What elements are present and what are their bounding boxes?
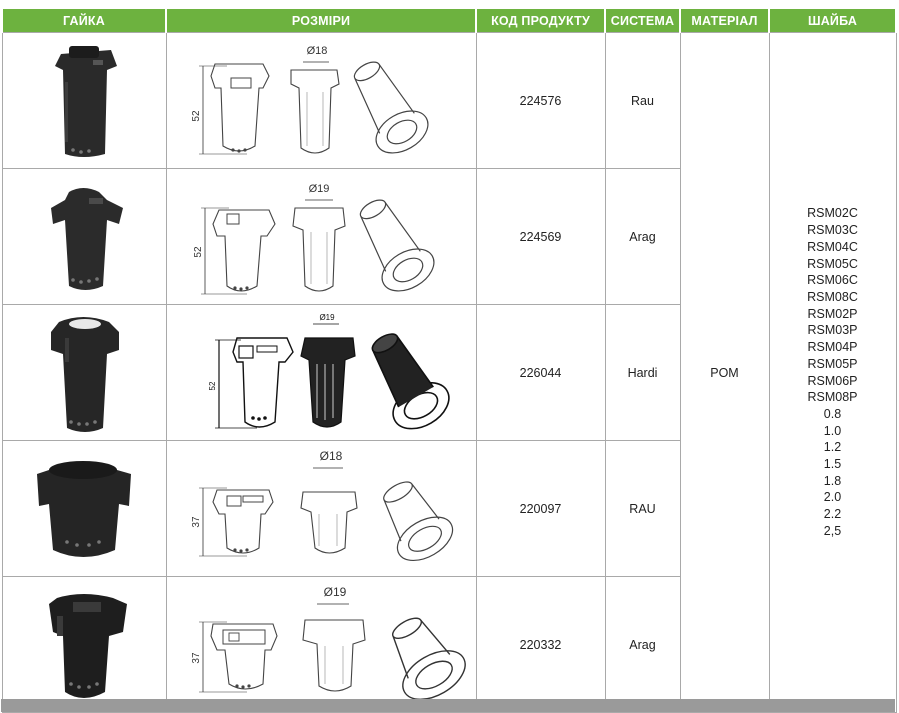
- washer-item: RSM03P: [807, 323, 858, 338]
- diameter-label: Ø19: [308, 182, 329, 195]
- bottom-bar: [1, 699, 895, 712]
- product-table: [1, 9, 897, 713]
- height-label: 37: [190, 651, 202, 664]
- washer-item: 2.0: [823, 490, 842, 505]
- product-code: 226044: [476, 305, 605, 441]
- washer-item: RSM03C: [807, 223, 858, 238]
- header-code: КОД ПРОДУКТУ: [476, 9, 605, 33]
- washer-item: RSM06P: [807, 373, 858, 388]
- washer-item: 0.8: [823, 406, 842, 421]
- washer-item: RSM02P: [807, 306, 858, 321]
- nut-photo-cell: [2, 305, 166, 441]
- washer-item: RSM08C: [807, 289, 858, 304]
- nut-photo-cell: [2, 33, 166, 169]
- washer-item: RSM06C: [807, 273, 858, 288]
- diameter-label: Ø18: [306, 44, 327, 57]
- dimension-drawing: [167, 308, 473, 438]
- washer-item: RSM05C: [807, 256, 858, 271]
- dimension-drawing-cell: [166, 577, 476, 713]
- washer-item: RSM04P: [807, 340, 858, 355]
- system-name: Rau: [605, 33, 680, 169]
- washer-list: [769, 33, 896, 713]
- dimension-drawing: [167, 580, 473, 710]
- header-material: МАТЕРІАЛ: [680, 9, 769, 33]
- dimension-drawing: [167, 444, 473, 574]
- nut-photo-cell: [2, 169, 166, 305]
- dimension-drawing-cell: [166, 441, 476, 577]
- header-row: [2, 9, 896, 33]
- washer-item: RSM05P: [807, 356, 858, 371]
- height-label: 37: [190, 515, 202, 528]
- header-washer: ШАЙБА: [769, 9, 896, 33]
- washer-item: 2.2: [823, 507, 842, 522]
- system-name: Arag: [605, 577, 680, 713]
- height-label: 52: [192, 245, 204, 258]
- header-nut: ГАЙКА: [2, 9, 166, 33]
- dimension-drawing-cell: [166, 305, 476, 441]
- nut-photo-cell: [2, 577, 166, 713]
- nut-photo: [3, 36, 163, 166]
- washer-item: 1.0: [823, 423, 842, 438]
- dimension-drawing: [167, 172, 473, 302]
- height-label: 52: [190, 109, 202, 122]
- washer-item: 1.5: [823, 457, 842, 472]
- dimension-drawing: [167, 36, 473, 166]
- washer-item: RSM04C: [807, 239, 858, 254]
- washer-item: RSM08P: [807, 390, 858, 405]
- product-code: 220332: [476, 577, 605, 713]
- nut-photo-cell: [2, 441, 166, 577]
- washer-item: 1.2: [823, 440, 842, 455]
- washer-item: RSM02C: [807, 206, 858, 221]
- nut-photo: [3, 580, 163, 710]
- washer-item: 2,5: [823, 523, 842, 538]
- dimension-drawing-cell: [166, 33, 476, 169]
- table-row: [2, 33, 896, 169]
- header-dimensions: РОЗМІРИ: [166, 9, 476, 33]
- system-name: Arag: [605, 169, 680, 305]
- washer-item: 1.8: [823, 473, 842, 488]
- material-cell: POM: [680, 33, 769, 713]
- product-code: 224576: [476, 33, 605, 169]
- diameter-label: Ø19: [318, 312, 335, 322]
- header-system: СИСТЕМА: [605, 9, 680, 33]
- nut-photo: [3, 308, 163, 438]
- system-name: RAU: [605, 441, 680, 577]
- diameter-label: Ø19: [323, 584, 346, 599]
- height-label: 52: [207, 381, 217, 390]
- nut-photo: [3, 172, 163, 302]
- dimension-drawing-cell: [166, 169, 476, 305]
- nut-photo: [3, 444, 163, 574]
- diameter-label: Ø18: [319, 448, 342, 463]
- product-code: 220097: [476, 441, 605, 577]
- system-name: Hardi: [605, 305, 680, 441]
- product-code: 224569: [476, 169, 605, 305]
